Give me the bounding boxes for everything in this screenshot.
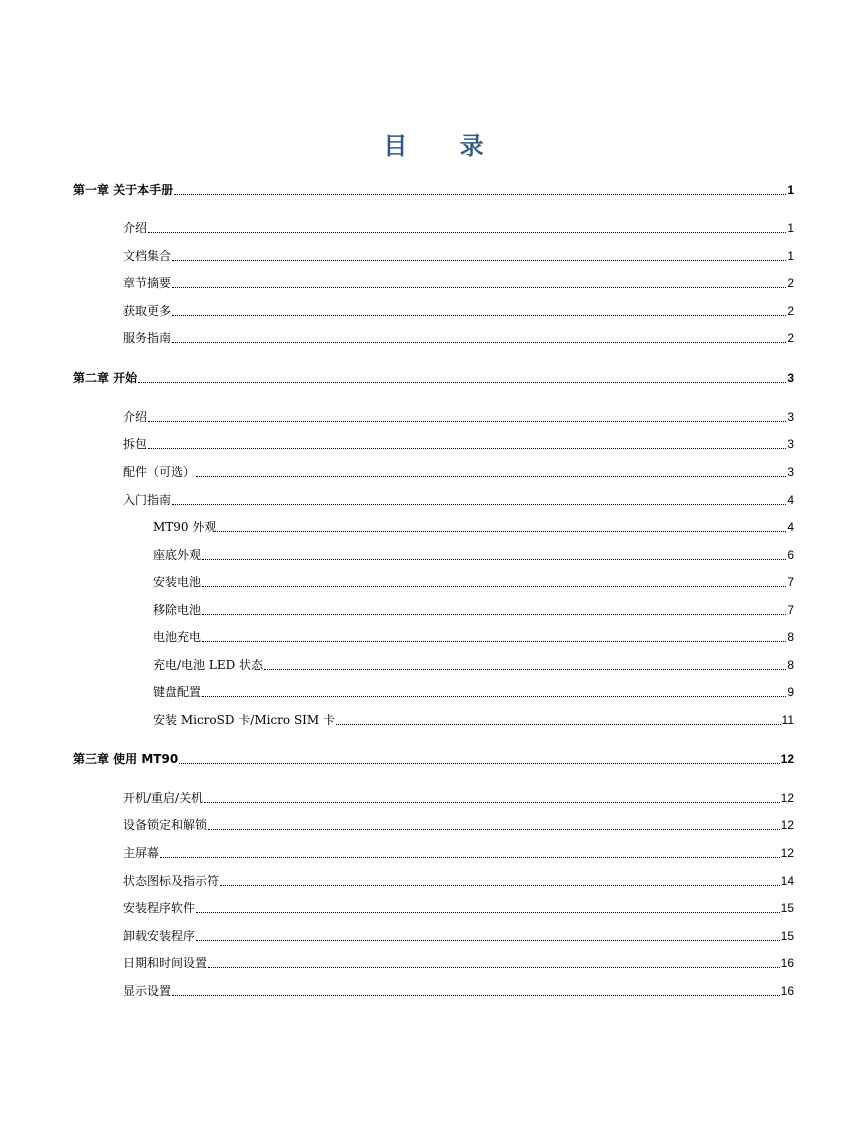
toc-page-number: 1	[787, 183, 794, 197]
toc-entry-text: 日期和时间设置	[123, 956, 208, 970]
toc-page-number: 11	[781, 713, 794, 727]
toc-leader-dots	[217, 531, 786, 532]
toc-leader-dots	[172, 342, 786, 343]
toc-entry[interactable]	[153, 712, 794, 728]
toc-page-number: 1	[787, 221, 794, 235]
toc-entry[interactable]	[153, 629, 794, 645]
toc-entry-text: 状态图标及指示符	[123, 874, 220, 888]
toc-leader-dots	[172, 260, 786, 261]
toc-page-number: 1	[787, 249, 794, 263]
toc-title: 目 录	[383, 131, 506, 160]
toc-entry-chapter-1[interactable]	[73, 182, 794, 198]
toc-leader-dots	[202, 641, 786, 642]
toc-entry[interactable]	[123, 845, 794, 861]
toc-entry-text: 键盘配置	[153, 685, 202, 699]
toc-entry[interactable]	[123, 464, 794, 480]
toc-entry[interactable]	[123, 817, 794, 833]
toc-page-number: 9	[787, 685, 794, 699]
toc-entry-text: 主屏幕	[123, 846, 160, 860]
toc-leader-dots	[148, 448, 786, 449]
toc-page-number: 2	[787, 276, 794, 290]
toc-entry-text: 文档集合	[123, 249, 172, 263]
toc-leader-dots	[138, 382, 786, 383]
toc-page-number: 15	[780, 901, 794, 915]
toc-page-number: 3	[787, 410, 794, 424]
toc-entry-text: 第三章 使用 MT90	[73, 752, 179, 766]
toc-page-number: 12	[780, 791, 794, 805]
toc-leader-dots	[196, 940, 780, 941]
toc-leader-dots	[148, 421, 786, 422]
toc-entry[interactable]	[153, 657, 794, 673]
toc-leader-dots	[220, 885, 780, 886]
toc-entry-text: 章节摘要	[123, 276, 172, 290]
toc-leader-dots	[208, 967, 780, 968]
toc-leader-dots	[202, 614, 786, 615]
toc-entry-text: 第一章 关于本手册	[73, 183, 174, 197]
toc-entry[interactable]	[123, 790, 794, 806]
toc-page-number: 8	[787, 630, 794, 644]
toc-entry-chapter-2[interactable]	[73, 370, 794, 386]
toc-entry-text: 设备锁定和解锁	[123, 818, 208, 832]
toc-entry-text: 显示设置	[123, 984, 172, 998]
toc-leader-dots	[174, 194, 786, 195]
toc-entry[interactable]	[153, 519, 794, 535]
toc-entry-text: 介绍	[123, 221, 148, 235]
toc-entry-text: 入门指南	[123, 493, 172, 507]
toc-entry[interactable]	[123, 436, 794, 452]
toc-entry-text: MT90 外观	[153, 520, 217, 534]
toc-entry-text: 充电/电池 LED 状态	[153, 658, 264, 672]
toc-leader-dots	[160, 857, 780, 858]
toc-leader-dots	[196, 476, 786, 477]
toc-entry[interactable]	[123, 330, 794, 346]
toc-entry[interactable]	[123, 275, 794, 291]
toc-entry[interactable]	[153, 684, 794, 700]
toc-leader-dots	[264, 669, 786, 670]
toc-entry[interactable]	[123, 900, 794, 916]
toc-page-number: 4	[787, 520, 794, 534]
toc-entry-text: 座底外观	[153, 548, 202, 562]
toc-page-number: 14	[780, 874, 794, 888]
toc-entry[interactable]	[153, 547, 794, 563]
toc-entry[interactable]	[123, 303, 794, 319]
toc-page-number: 3	[787, 465, 794, 479]
toc-entry[interactable]	[123, 248, 794, 264]
toc-leader-dots	[172, 287, 786, 288]
toc-entry[interactable]	[123, 928, 794, 944]
toc-page-number: 2	[787, 331, 794, 345]
toc-page-number: 8	[787, 658, 794, 672]
toc-entry-text: 获取更多	[123, 304, 172, 318]
toc-leader-dots	[202, 696, 786, 697]
toc-entry[interactable]	[123, 220, 794, 236]
toc-entry[interactable]	[123, 409, 794, 425]
toc-entry[interactable]	[153, 602, 794, 618]
toc-entry-text: 安装程序软件	[123, 901, 196, 915]
toc-page-number: 15	[780, 929, 794, 943]
toc-leader-dots	[202, 559, 786, 560]
toc-page-number: 16	[780, 956, 794, 970]
toc-leader-dots	[148, 232, 786, 233]
toc-entry-text: 拆包	[123, 437, 148, 451]
toc-leader-dots	[208, 829, 780, 830]
toc-page-number: 3	[787, 371, 794, 385]
toc-leader-dots	[179, 763, 779, 764]
toc-leader-dots	[202, 586, 786, 587]
toc-page-number: 4	[787, 493, 794, 507]
toc-entry-text: 开机/重启/关机	[123, 791, 204, 805]
toc-entry-text: 第二章 开始	[73, 371, 138, 385]
toc-entry[interactable]	[123, 873, 794, 889]
toc-leader-dots	[172, 995, 780, 996]
toc-page-number: 3	[787, 437, 794, 451]
toc-entry-text: 电池充电	[153, 630, 202, 644]
toc-page-number: 12	[780, 846, 794, 860]
toc-entry-text: 卸载安装程序	[123, 929, 196, 943]
toc-leader-dots	[204, 802, 780, 803]
toc-page-number: 12	[780, 752, 794, 766]
toc-entry-chapter-3[interactable]	[73, 751, 794, 767]
toc-leader-dots	[336, 724, 781, 725]
toc-leader-dots	[196, 912, 780, 913]
toc-page-number: 6	[787, 548, 794, 562]
toc-page-number: 16	[780, 984, 794, 998]
toc-leader-dots	[172, 315, 786, 316]
toc-page-number: 7	[787, 603, 794, 617]
toc-entry[interactable]	[123, 955, 794, 971]
toc-entry-text: 服务指南	[123, 331, 172, 345]
toc-entry-text: 移除电池	[153, 603, 202, 617]
toc-leader-dots	[172, 504, 786, 505]
toc-entry[interactable]	[123, 492, 794, 508]
toc-page-number: 2	[787, 304, 794, 318]
toc-entry-text: 介绍	[123, 410, 148, 424]
toc-page-number: 7	[787, 575, 794, 589]
toc-entry[interactable]	[123, 983, 794, 999]
toc-entry-text: 安装电池	[153, 575, 202, 589]
toc-page-number: 12	[780, 818, 794, 832]
toc-entry-text: 安装 MicroSD 卡/Micro SIM 卡	[153, 713, 336, 727]
toc-entry[interactable]	[153, 574, 794, 590]
toc-entry-text: 配件（可选）	[123, 465, 196, 479]
